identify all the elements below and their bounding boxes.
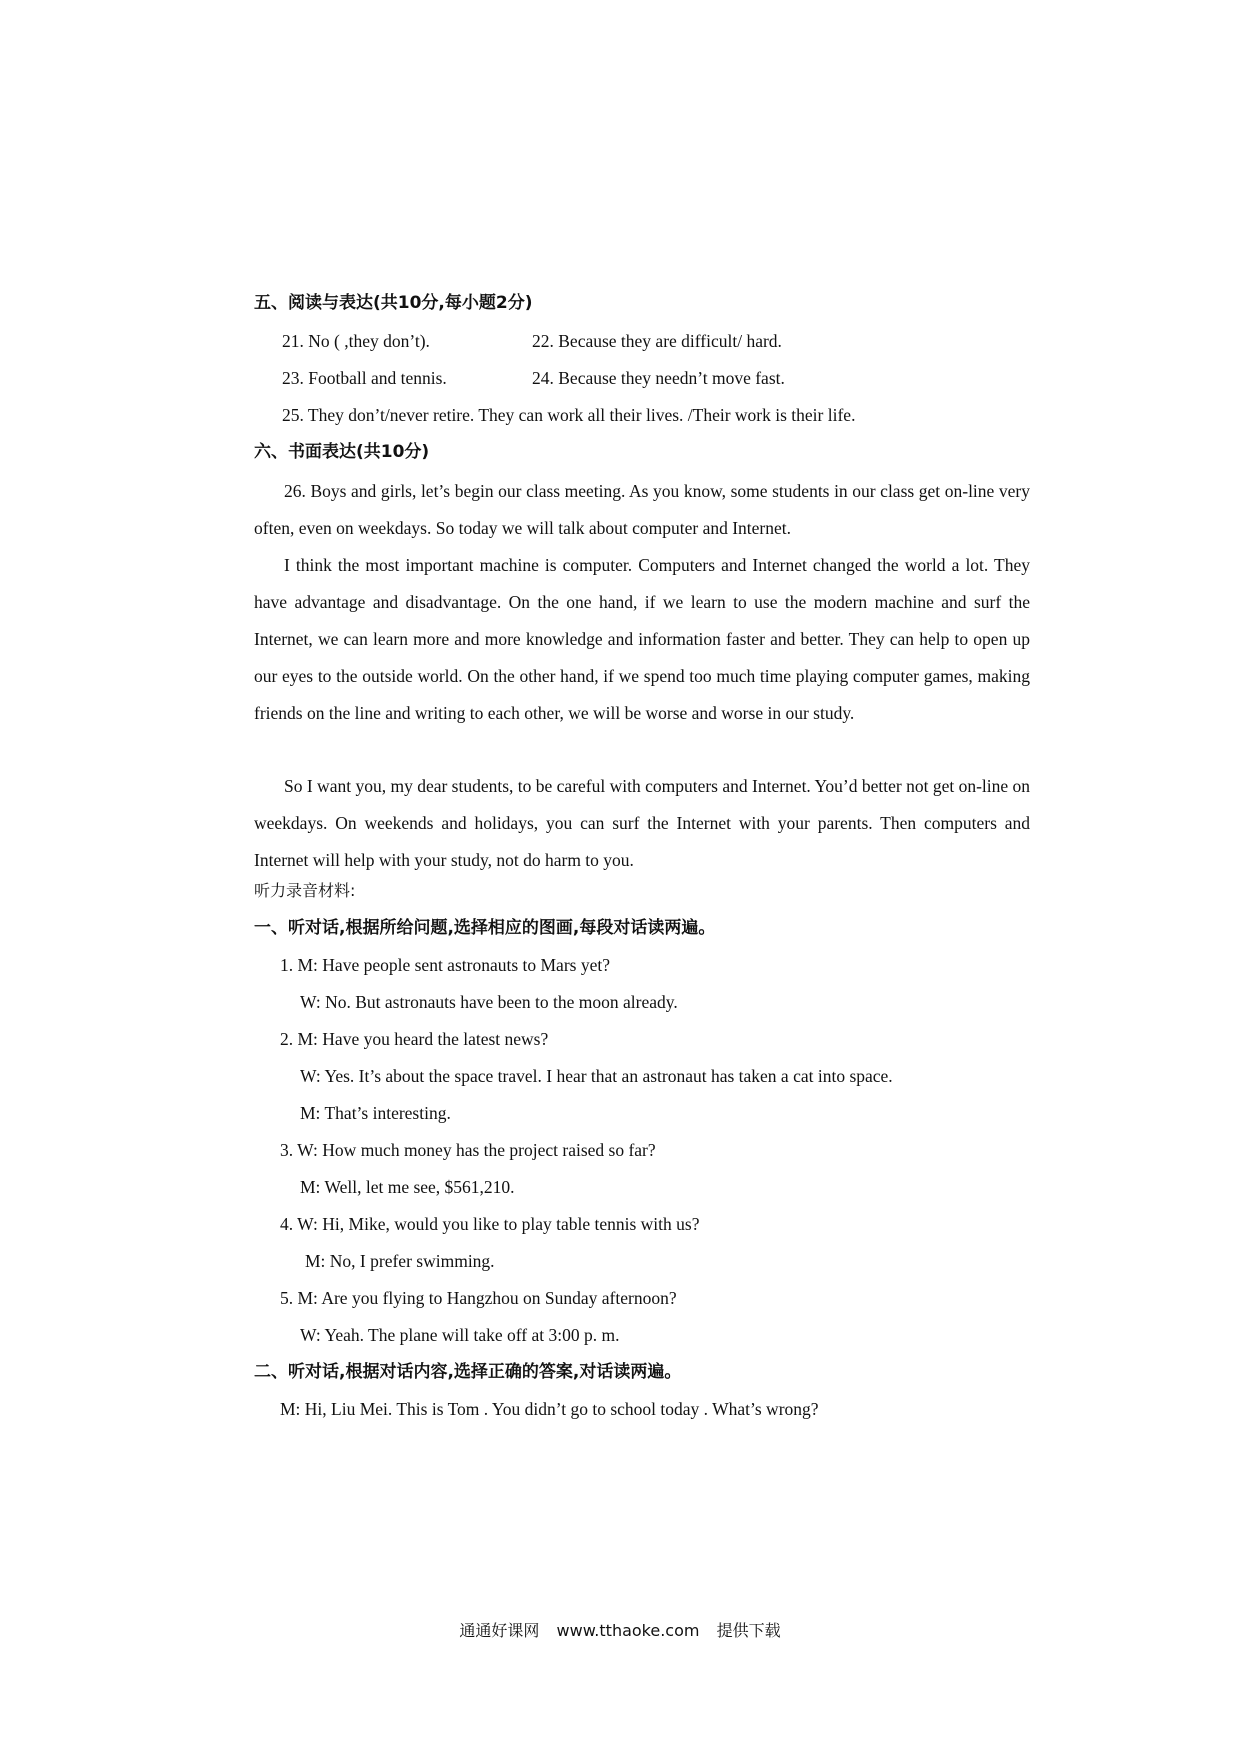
footer-url[interactable]: www.tthaoke.com — [556, 1621, 700, 1640]
dialogue-line: 5. M: Are you flying to Hangzhou on Sunday afternoon? — [280, 1288, 677, 1308]
answer-21: 21. No ( ,they don’t). — [282, 331, 430, 351]
listening-part-1-heading: 一、听对话,根据所给问题,选择相应的图画,每段对话读两遍。 — [254, 918, 716, 938]
dialogue-line: 2. M: Have you heard the latest news? — [280, 1029, 549, 1049]
essay-paragraph-1: 26. Boys and girls, let’s begin our class meeting. As you know, some students in our class get on-line very often, even on weekdays. So today we will talk about computer and Internet. — [254, 481, 1030, 538]
footer-tagline: 提供下载 — [716, 1621, 781, 1640]
dialogue-line: M: That’s interesting. — [300, 1103, 451, 1123]
answer-25: 25. They don’t/never retire. They can work all their lives. /Their work is their life. — [282, 405, 856, 425]
section-6-heading: 六、书面表达(共10分) — [254, 442, 430, 462]
footer — [0, 1618, 1240, 1641]
essay-paragraph-3: So I want you, my dear students, to be careful with computers and Internet. You’d better not get on-line on weekdays. On weekends and holidays, you can surf the Internet with your parents. Then computers and Internet will help with your study, not do harm to you. — [254, 776, 1031, 870]
answer-24: 24. Because they needn’t move fast. — [532, 368, 785, 388]
answer-23: 23. Football and tennis. — [282, 368, 447, 388]
dialogue-line: 3. W: How much money has the project raised so far? — [280, 1140, 656, 1160]
footer-site-name: 通通好课网 — [459, 1621, 540, 1640]
answer-22: 22. Because they are difficult/ hard. — [532, 331, 782, 351]
dialogue-line: 4. W: Hi, Mike, would you like to play table tennis with us? — [280, 1214, 700, 1234]
dialogue-line: M: No, I prefer swimming. — [305, 1251, 495, 1271]
listening-part-2-heading: 二、听对话,根据对话内容,选择正确的答案,对话读两遍。 — [254, 1362, 682, 1382]
dialogue-line: M: Hi, Liu Mei. This is Tom . You didn’t go to school today . What’s wrong? — [280, 1399, 819, 1419]
dialogue-line: W: Yes. It’s about the space travel. I hear that an astronaut has taken a cat into space. — [300, 1066, 893, 1086]
dialogue-line: M: Well, let me see, $561,210. — [300, 1177, 515, 1197]
essay-paragraph-2: I think the most important machine is computer. Computers and Internet changed the world a lot. They have advantage and disadvantage. On the one hand, if we learn to use the modern machine and surf the Internet, we can learn more and more knowledge and information faster and better. They can help to open up our eyes to the outside world. On the other hand, if we spend too much time playing computer games, making friends on the line and writing to each other, we will be worse and worse in our study. — [254, 555, 1030, 723]
dialogue-line: 1. M: Have people sent astronauts to Mars yet? — [280, 955, 610, 975]
dialogue-line: W: Yeah. The plane will take off at 3:00 p. m. — [300, 1325, 620, 1345]
listening-title: 听力录音材料: — [254, 881, 356, 900]
dialogue-line: W: No. But astronauts have been to the moon already. — [300, 992, 678, 1012]
section-5-heading: 五、阅读与表达(共10分,每小题2分) — [254, 293, 533, 313]
